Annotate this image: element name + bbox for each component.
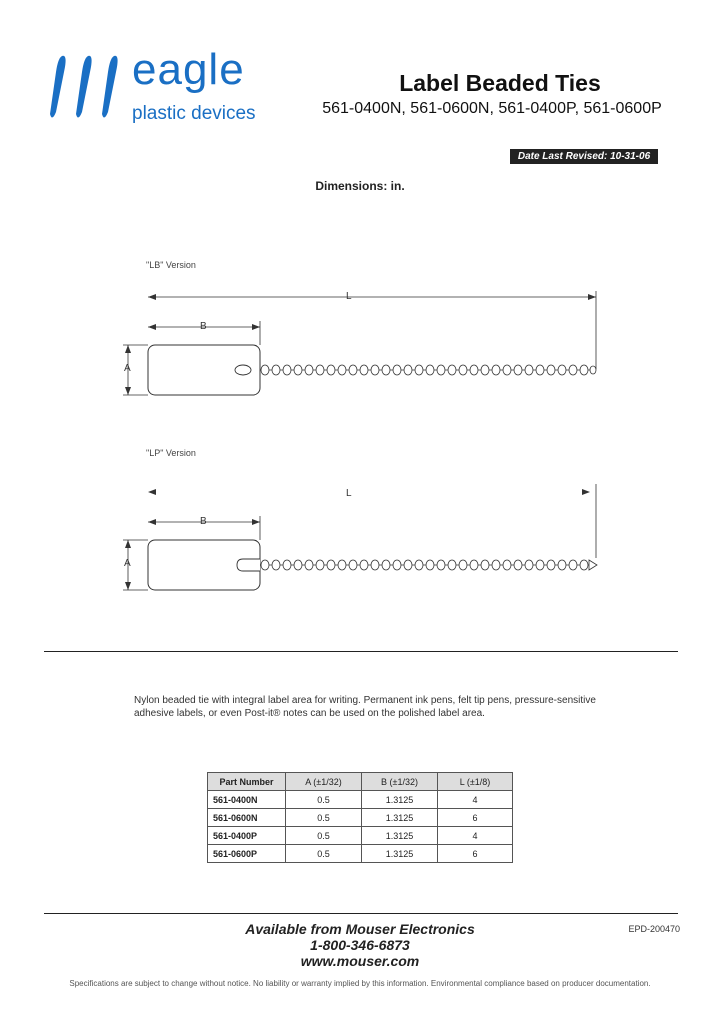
lp-dim-b: B bbox=[200, 516, 207, 527]
availability-text: Available from Mouser Electronics bbox=[245, 921, 475, 937]
lb-dim-l: L bbox=[346, 291, 352, 302]
part-numbers-subtitle: 561-0400N, 561-0600N, 561-0400P, 561-0600P bbox=[322, 100, 662, 117]
cell: 561-0600P bbox=[208, 845, 286, 863]
footer-divider bbox=[44, 913, 678, 914]
col-l: L (±1/8) bbox=[438, 773, 513, 791]
cell: 6 bbox=[438, 809, 513, 827]
document-id: EPD-200470 bbox=[628, 924, 680, 934]
cell: 1.3125 bbox=[362, 809, 438, 827]
cell: 1.3125 bbox=[362, 845, 438, 863]
col-part-number: Part Number bbox=[208, 773, 286, 791]
cell: 4 bbox=[438, 791, 513, 809]
cell: 1.3125 bbox=[362, 791, 438, 809]
phone-number: 1-800-346-6873 bbox=[310, 937, 410, 953]
page-title: Label Beaded Ties bbox=[399, 70, 601, 96]
cell: 0.5 bbox=[286, 809, 362, 827]
table-row bbox=[208, 845, 513, 863]
logo-wordmark: eagle bbox=[132, 45, 245, 94]
lp-dim-a: A bbox=[124, 558, 131, 569]
lb-dim-b: B bbox=[200, 321, 207, 332]
lp-dim-l: L bbox=[346, 488, 352, 499]
lp-version-label: "LP" Version bbox=[146, 448, 196, 458]
table-row bbox=[208, 791, 513, 809]
section-divider bbox=[44, 651, 678, 652]
cell: 0.5 bbox=[286, 845, 362, 863]
cell: 561-0400P bbox=[208, 827, 286, 845]
eagle-logo-stripes-icon bbox=[48, 52, 130, 122]
table-header-row bbox=[208, 773, 513, 791]
revised-date-badge: Date Last Revised: 10-31-06 bbox=[510, 149, 658, 164]
lb-dim-a: A bbox=[124, 363, 131, 374]
cell: 561-0600N bbox=[208, 809, 286, 827]
lb-version-label: "LB" Version bbox=[146, 260, 196, 270]
dimensions-label: Dimensions: in. bbox=[315, 179, 405, 193]
lp-version-drawing bbox=[115, 478, 615, 603]
parts-table bbox=[207, 772, 513, 863]
logo-tagline: plastic devices bbox=[132, 103, 256, 124]
cell: 1.3125 bbox=[362, 827, 438, 845]
table-row bbox=[208, 827, 513, 845]
website-link[interactable]: www.mouser.com bbox=[300, 953, 420, 969]
lb-version-drawing bbox=[115, 285, 615, 410]
cell: 6 bbox=[438, 845, 513, 863]
product-description: Nylon beaded tie with integral label area for writing. Permanent ink pens, felt tip pens, pressure-sensitive adhesive labels, or even Post-it® notes can be used on the polished label area. bbox=[134, 695, 596, 719]
col-b: B (±1/32) bbox=[362, 773, 438, 791]
col-a: A (±1/32) bbox=[286, 773, 362, 791]
cell: 561-0400N bbox=[208, 791, 286, 809]
cell: 0.5 bbox=[286, 827, 362, 845]
disclaimer-text: Specifications are subject to change without notice. No liability or warranty implied by this information. Environmental compliance based on producer documentation. bbox=[69, 979, 651, 988]
table-row bbox=[208, 809, 513, 827]
cell: 0.5 bbox=[286, 791, 362, 809]
cell: 4 bbox=[438, 827, 513, 845]
